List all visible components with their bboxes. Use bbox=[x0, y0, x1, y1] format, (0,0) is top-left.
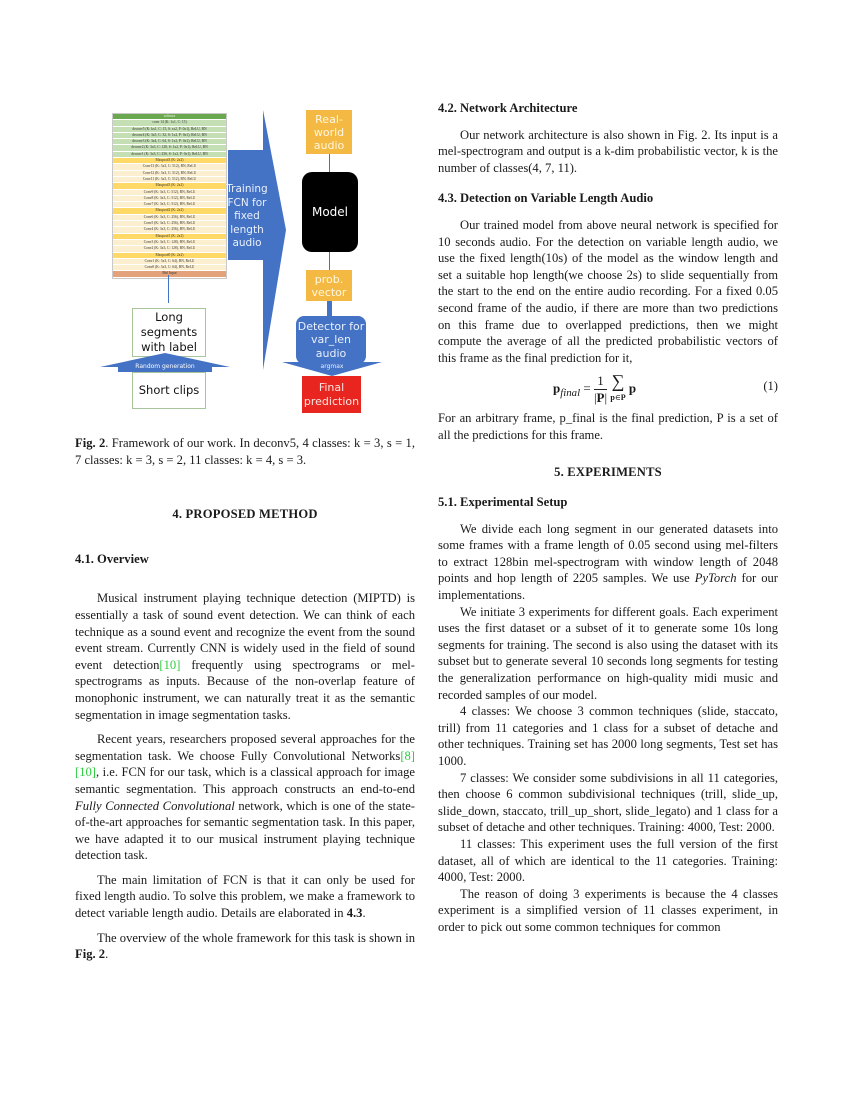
model-box: Model bbox=[302, 172, 358, 252]
right-column bbox=[438, 100, 778, 936]
short-clips-box: Short clips bbox=[132, 372, 206, 409]
left-column bbox=[75, 100, 415, 963]
paragraph-overview-1: Musical instrument playing technique detection (MIPTD) is essentially a task of sound event detection. We can think of each technique as a sound event and recognize the event from the sound event stream. Currently CNN is widely used in the field of sound event detection[10] frequently using spectrograms or mel-spectrograms as inputs. Because of the non-overlap feature of monophonic instrument, we can naturally treat it as the semantic segmentation in image segmentation tasks. bbox=[75, 591, 416, 722]
subsection-5-1-heading: 5.1. Experimental Setup bbox=[438, 495, 568, 510]
paragraph-after-equation: For an arbitrary frame, p_final is the final prediction, P is a set of all the predictions for this frame. bbox=[438, 411, 778, 442]
network-layer: Conv7 (K: 3x3, C: 512), BN, ReLU bbox=[113, 202, 226, 208]
network-layer: Conv9 (K: 3x3, C: 512), BN, ReLU bbox=[113, 190, 226, 196]
subsection-4-2-heading: 4.2. Network Architecture bbox=[438, 101, 578, 115]
paragraph-4-classes: 4 classes: We choose 3 common techniques (slide, staccato, trill) from 11 categories and 1 class for a subset of detache and other techniques. Training set has 2000 long segments, Test set has 1000. bbox=[438, 704, 778, 768]
section-4-heading: 4. PROPOSED METHOD bbox=[172, 507, 318, 522]
paragraph-11-classes: 11 classes: This experiment uses the full version of the first dataset, all of which are identical to the 11 categories. Training: 4000, Test: 2000. bbox=[438, 836, 778, 885]
network-layer: deconv2 (K: 3x3, C: 128, S: 1x2, P: 0x1), ReLU, BN bbox=[113, 145, 226, 151]
random-generation-label: Random generation bbox=[135, 362, 195, 370]
network-layer: Conv3 (K: 3x3, C: 128), BN, ReLU bbox=[113, 240, 226, 246]
citation-link[interactable]: [8] bbox=[400, 748, 415, 763]
section-5-heading: 5. EXPERIMENTS bbox=[554, 464, 662, 479]
paragraph-reason: The reason of doing 3 experiments is because the 4 classes experiment is a simplified version of 11 classes experiment, in order to pick out some common techniques for common bbox=[438, 886, 778, 934]
network-layer: Maxpool2 (K: 2x2) bbox=[113, 208, 226, 214]
paragraph-overview-2: Recent years, researchers proposed several approaches for the segmentation task. We choose Fully Convolutional Networks[8][10], i.e. FCN for our task, which is a classical approach for image semantic segmentation. This approach constructs an end-to-end Fully Connected Convolutional network, which is one of the state-of-the-art approaches for semantic segmentation task. In this paper, we have adapted it to our musical instrument playing technique detection task. bbox=[75, 732, 415, 863]
subsection-4-1-heading: 4.1. Overview bbox=[75, 551, 149, 566]
final-prediction-box: Final prediction bbox=[302, 376, 361, 413]
network-layer: Conv8 (K: 3x3, C: 512), BN, ReLU bbox=[113, 196, 226, 202]
network-layer: deconv3 (K: 3x4, C: 64, S: 1x2, P: 0x1), ReLU, BN bbox=[113, 139, 226, 145]
equation-1 bbox=[438, 366, 778, 410]
detector-box: Detector for var_len audio bbox=[296, 316, 366, 364]
network-layer: Maxpool3 (K: 2x2) bbox=[113, 183, 226, 189]
real-world-audio-box: Real-world audio bbox=[306, 110, 352, 154]
network-layer: Conv1 (K: 3x3, C: 64), BN, ReLU bbox=[113, 259, 226, 265]
network-layer: Maxpool3 (K: 2x2) bbox=[113, 158, 226, 164]
paragraph-overview-3: The main limitation of FCN is that it can only be used for fixed length audio. To solve this problem, we make a framework to detect variable length audio. Details are elaborated in 4.3. bbox=[75, 872, 415, 921]
paragraph-network-architecture: Our network architecture is also shown in Fig. 2. Its input is a mel-spectrogram and output is a k-dim probabilistic vector, k is the number of classes(4, 7, 11). bbox=[438, 127, 778, 175]
equation-body: $p_{final}$ = $\frac{1}{|P|}$ ∑ p∈P p bbox=[553, 371, 637, 406]
argmax-label: argmax bbox=[320, 362, 344, 370]
network-layer: deconv5 (K: kx1, C: 15, S: sx2, P: 0x1), ReLU, BN bbox=[113, 127, 226, 133]
long-segments-box: Long segments with label bbox=[132, 308, 206, 357]
paragraph-7-classes: 7 classes: We consider some subdivisions in all 11 categories, then choose 6 common subdivisional techniques (trill, slide_up, slide_down, staccato, trill_up_short, slide_legato) and 1 class for a subset of detache and other techniques. Training: 4000, Test: 2000. bbox=[438, 770, 778, 835]
network-layer: Maxpool0 (K: 2x2) bbox=[113, 253, 226, 259]
network-layer: softmax bbox=[113, 114, 226, 120]
network-layer: Conv5 (K: 3x3, C: 256), BN, ReLU bbox=[113, 221, 226, 227]
citation-link[interactable]: [10] bbox=[159, 657, 181, 672]
network-layer: Conv6 (K: 3x3, C: 256), BN, ReLU bbox=[113, 215, 226, 221]
paragraph-setup-1: We divide each long segment in our generated datasets into some frames with a frame length of 0.05 second using mel-filters to extract 128bin mel-spectrogram with window length of 2048 points and hop length of 2205 samples. We use PyTorch for our implementations. bbox=[438, 521, 778, 603]
subsection-4-3-heading: 4.3. Detection on Variable Length Audio bbox=[438, 191, 654, 206]
network-layer: Conv0 (K: 3x3, C: 64), BN, ReLU bbox=[113, 265, 226, 271]
paragraph-variable-length: Our trained model from above neural network is specified for 10 seconds audio. For the detection on variable length audio, we use the fixed length(10s) of the model as the window length and set a suitable hop length(we choose 2s) to slide sequentially from the start to the end on the entire audio recording. For a fixed 0.05 second frame of the audio, if there are more than two predictions on this frame due to overlapped predictions, then we might compute the average of all the predicted probabilistic vectors of this frame as the final prediction for it, bbox=[438, 217, 778, 365]
network-layer: Conv12 (K: 3x3, C: 512), BN, ReLU bbox=[113, 171, 226, 177]
citation-link[interactable]: [10] bbox=[75, 765, 96, 780]
network-layer: Conv13 (K: 3x3, C: 512), BN, ReLU bbox=[113, 164, 226, 170]
network-layer: deconv1 (K: 3x3, C: 256, S: 1x2, P: 0x1), ReLU, BN bbox=[113, 152, 226, 158]
network-layer: Mel Input bbox=[113, 271, 226, 277]
paragraph-overview-4: The overview of the whole framework for this task is shown in Fig. 2. bbox=[75, 930, 415, 962]
network-layer: deconv4 (K: 3x5, C: 32, S: 1x2, P: 0x1), ReLU, BN bbox=[113, 133, 226, 139]
network-layer: Conv4 (K: 3x3, C: 256), BN, ReLU bbox=[113, 227, 226, 233]
equation-number: (1) bbox=[763, 379, 778, 394]
prob-vector-box: prob. vector bbox=[306, 270, 352, 301]
network-layer: Conv2 (K: 3x3, C: 128), BN, ReLU bbox=[113, 246, 226, 252]
network-layer: Maxpool1 (K: 2x2) bbox=[113, 234, 226, 240]
network-layer: conv 14 (K: 1x1, C: 15) bbox=[113, 120, 226, 126]
paragraph-setup-2: We initiate 3 experiments for different goals. Each experiment uses the first dataset or a subset of it to generate some 10s long segments for training. The second is also using the dataset with its subset but to generate several 10 seconds long segments for testing the generalization performance on high-quality midi music and recorded samples of our model. bbox=[438, 604, 778, 702]
training-fcn-label: Training FCN for fixed length audio bbox=[226, 183, 268, 250]
figure-caption: Fig. 2. Framework of our work. In deconv5, 4 classes: k = 3, s = 1, 7 classes: k = 3, s = 2, 11 classes: k = 4, s = 3. bbox=[75, 436, 415, 467]
network-layer: Conv11 (K: 3x3, C: 512), BN, ReLU bbox=[113, 177, 226, 183]
